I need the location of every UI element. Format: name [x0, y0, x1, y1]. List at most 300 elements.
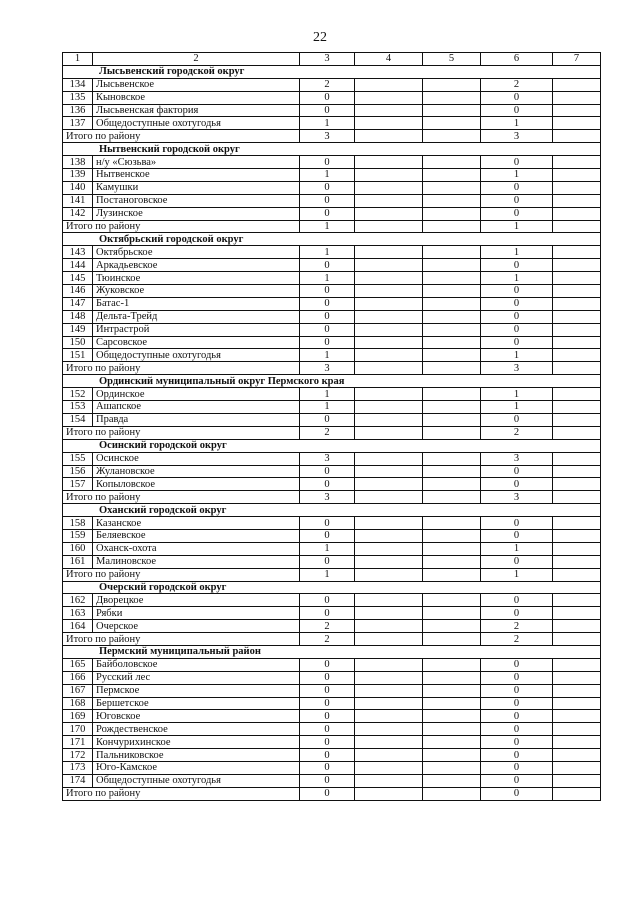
- row-col6-value: 0: [481, 259, 553, 272]
- row-name: Дельта-Трейд: [93, 310, 300, 323]
- row-col5-empty: [423, 452, 481, 465]
- table-row: [63, 620, 601, 633]
- row-number: 164: [63, 620, 93, 633]
- row-col3-value: 0: [300, 465, 355, 478]
- row-col3-value: 2: [300, 78, 355, 91]
- row-number: 153: [63, 401, 93, 414]
- row-col4-empty: [355, 194, 423, 207]
- row-name: Правда: [93, 413, 300, 426]
- total-label: Итого по району: [63, 491, 300, 504]
- table-row: [63, 104, 601, 117]
- row-col5-empty: [423, 91, 481, 104]
- section-header-row: [63, 581, 601, 594]
- total-col6-value: 2: [481, 426, 553, 439]
- row-col3-value: 0: [300, 684, 355, 697]
- row-col3-value: 0: [300, 529, 355, 542]
- row-col5-empty: [423, 607, 481, 620]
- row-col7-empty: [553, 529, 601, 542]
- row-col7-empty: [553, 697, 601, 710]
- row-number: 161: [63, 555, 93, 568]
- row-name: Лысьвенское: [93, 78, 300, 91]
- row-col5-empty: [423, 542, 481, 555]
- section-header-row: [63, 439, 601, 452]
- row-name: Тюинское: [93, 272, 300, 285]
- row-number: 157: [63, 478, 93, 491]
- row-name: Интрастрой: [93, 323, 300, 336]
- row-col3-value: 0: [300, 761, 355, 774]
- section-title: Очерский городской округ: [63, 581, 601, 594]
- row-col6-value: 1: [481, 349, 553, 362]
- row-name: Кыновское: [93, 91, 300, 104]
- column-header: 3: [300, 53, 355, 66]
- row-name: Постаноговское: [93, 194, 300, 207]
- row-col3-value: 1: [300, 272, 355, 285]
- total-col6-value: 3: [481, 362, 553, 375]
- row-col7-empty: [553, 194, 601, 207]
- table-row: [63, 285, 601, 298]
- table-row: [63, 465, 601, 478]
- total-col5-empty: [423, 362, 481, 375]
- row-col6-value: 2: [481, 620, 553, 633]
- row-col7-empty: [553, 323, 601, 336]
- row-col7-empty: [553, 207, 601, 220]
- row-col6-value: 0: [481, 156, 553, 169]
- row-col6-value: 0: [481, 478, 553, 491]
- table-row: [63, 684, 601, 697]
- row-col7-empty: [553, 710, 601, 723]
- total-col4-empty: [355, 130, 423, 143]
- row-col4-empty: [355, 259, 423, 272]
- row-col5-empty: [423, 104, 481, 117]
- row-name: Жуковское: [93, 285, 300, 298]
- total-col4-empty: [355, 220, 423, 233]
- section-header-row: [63, 233, 601, 246]
- row-col3-value: 2: [300, 620, 355, 633]
- row-col5-empty: [423, 156, 481, 169]
- row-number: 134: [63, 78, 93, 91]
- row-col7-empty: [553, 117, 601, 130]
- section-title: Осинский городской округ: [63, 439, 601, 452]
- row-name: Казанское: [93, 517, 300, 530]
- row-col5-empty: [423, 761, 481, 774]
- row-number: 143: [63, 246, 93, 259]
- total-col7-empty: [553, 220, 601, 233]
- row-col4-empty: [355, 91, 423, 104]
- row-number: 138: [63, 156, 93, 169]
- table-row: [63, 207, 601, 220]
- total-col7-empty: [553, 130, 601, 143]
- row-col4-empty: [355, 761, 423, 774]
- row-col7-empty: [553, 104, 601, 117]
- row-col6-value: 0: [481, 749, 553, 762]
- total-col3-value: 1: [300, 568, 355, 581]
- row-col4-empty: [355, 684, 423, 697]
- row-number: 173: [63, 761, 93, 774]
- row-col5-empty: [423, 388, 481, 401]
- column-header: 4: [355, 53, 423, 66]
- total-row: [63, 426, 601, 439]
- row-col4-empty: [355, 349, 423, 362]
- table-row: [63, 117, 601, 130]
- row-number: 159: [63, 529, 93, 542]
- row-col3-value: 0: [300, 749, 355, 762]
- total-row: [63, 787, 601, 800]
- row-col5-empty: [423, 529, 481, 542]
- row-col3-value: 0: [300, 285, 355, 298]
- row-number: 158: [63, 517, 93, 530]
- row-col5-empty: [423, 658, 481, 671]
- row-col7-empty: [553, 671, 601, 684]
- row-col7-empty: [553, 542, 601, 555]
- table-row: [63, 91, 601, 104]
- row-col4-empty: [355, 478, 423, 491]
- total-col5-empty: [423, 568, 481, 581]
- row-col4-empty: [355, 117, 423, 130]
- row-col4-empty: [355, 401, 423, 414]
- table-row: [63, 749, 601, 762]
- table-row: [63, 710, 601, 723]
- row-name: Бершетское: [93, 697, 300, 710]
- row-col7-empty: [553, 336, 601, 349]
- row-col4-empty: [355, 272, 423, 285]
- table-row: [63, 555, 601, 568]
- row-col7-empty: [553, 736, 601, 749]
- table-row: [63, 723, 601, 736]
- total-col4-empty: [355, 787, 423, 800]
- section-header-row: [63, 143, 601, 156]
- row-col4-empty: [355, 465, 423, 478]
- row-name: Оханск-охота: [93, 542, 300, 555]
- row-col4-empty: [355, 529, 423, 542]
- row-col6-value: 0: [481, 736, 553, 749]
- total-col3-value: 3: [300, 362, 355, 375]
- total-col3-value: 2: [300, 633, 355, 646]
- table-row: [63, 697, 601, 710]
- row-col7-empty: [553, 620, 601, 633]
- row-col4-empty: [355, 285, 423, 298]
- row-number: 151: [63, 349, 93, 362]
- row-col6-value: 0: [481, 91, 553, 104]
- total-col4-empty: [355, 491, 423, 504]
- section-header-row: [63, 504, 601, 517]
- row-col6-value: 2: [481, 78, 553, 91]
- row-col7-empty: [553, 594, 601, 607]
- total-col3-value: 3: [300, 491, 355, 504]
- table-row: [63, 401, 601, 414]
- row-number: 152: [63, 388, 93, 401]
- row-name: н/у «Сюзьва»: [93, 156, 300, 169]
- total-col5-empty: [423, 130, 481, 143]
- table-row: [63, 413, 601, 426]
- row-col6-value: 0: [481, 207, 553, 220]
- row-number: 136: [63, 104, 93, 117]
- row-col7-empty: [553, 91, 601, 104]
- row-number: 154: [63, 413, 93, 426]
- row-col3-value: 0: [300, 207, 355, 220]
- row-col3-value: 0: [300, 91, 355, 104]
- row-col4-empty: [355, 181, 423, 194]
- section-title: Пермский муниципальный район: [63, 645, 601, 658]
- row-col3-value: 1: [300, 169, 355, 182]
- row-number: 160: [63, 542, 93, 555]
- row-name: Сарсовское: [93, 336, 300, 349]
- row-col5-empty: [423, 401, 481, 414]
- row-col5-empty: [423, 620, 481, 633]
- row-name: Пальниковское: [93, 749, 300, 762]
- row-col4-empty: [355, 517, 423, 530]
- row-col3-value: 1: [300, 246, 355, 259]
- row-col5-empty: [423, 246, 481, 259]
- total-col3-value: 1: [300, 220, 355, 233]
- table-row: [63, 310, 601, 323]
- row-col6-value: 0: [481, 684, 553, 697]
- row-name: Малиновское: [93, 555, 300, 568]
- row-col7-empty: [553, 349, 601, 362]
- row-col3-value: 0: [300, 259, 355, 272]
- table-row: [63, 607, 601, 620]
- table-row: [63, 246, 601, 259]
- row-number: 155: [63, 452, 93, 465]
- table-row: [63, 658, 601, 671]
- row-col5-empty: [423, 272, 481, 285]
- row-name: Общедоступные охотугодья: [93, 774, 300, 787]
- row-number: 169: [63, 710, 93, 723]
- row-number: 172: [63, 749, 93, 762]
- row-col3-value: 0: [300, 555, 355, 568]
- row-col6-value: 0: [481, 323, 553, 336]
- row-col6-value: 0: [481, 697, 553, 710]
- total-col7-empty: [553, 787, 601, 800]
- row-col6-value: 0: [481, 774, 553, 787]
- row-col4-empty: [355, 542, 423, 555]
- row-col4-empty: [355, 671, 423, 684]
- table-row: [63, 671, 601, 684]
- row-col7-empty: [553, 388, 601, 401]
- row-col3-value: 1: [300, 117, 355, 130]
- row-col6-value: 1: [481, 246, 553, 259]
- total-row: [63, 568, 601, 581]
- row-col3-value: 1: [300, 388, 355, 401]
- row-col3-value: 0: [300, 310, 355, 323]
- row-col5-empty: [423, 478, 481, 491]
- row-name: Батас-1: [93, 297, 300, 310]
- row-col3-value: 0: [300, 658, 355, 671]
- total-col5-empty: [423, 633, 481, 646]
- row-col3-value: 0: [300, 336, 355, 349]
- total-label: Итого по району: [63, 633, 300, 646]
- row-col3-value: 0: [300, 594, 355, 607]
- section-header-row: [63, 645, 601, 658]
- row-col3-value: 0: [300, 736, 355, 749]
- row-col5-empty: [423, 684, 481, 697]
- total-label: Итого по району: [63, 362, 300, 375]
- row-col6-value: 1: [481, 542, 553, 555]
- row-col5-empty: [423, 207, 481, 220]
- row-number: 163: [63, 607, 93, 620]
- row-col5-empty: [423, 336, 481, 349]
- row-col4-empty: [355, 774, 423, 787]
- row-col5-empty: [423, 117, 481, 130]
- row-col4-empty: [355, 452, 423, 465]
- row-col4-empty: [355, 156, 423, 169]
- table-row: [63, 181, 601, 194]
- table-row: [63, 194, 601, 207]
- row-col7-empty: [553, 272, 601, 285]
- row-name: Нытвенское: [93, 169, 300, 182]
- row-col5-empty: [423, 723, 481, 736]
- row-name: Ашапское: [93, 401, 300, 414]
- row-number: 149: [63, 323, 93, 336]
- table-row: [63, 388, 601, 401]
- row-col4-empty: [355, 310, 423, 323]
- table-row: [63, 542, 601, 555]
- row-col6-value: 0: [481, 413, 553, 426]
- total-col7-empty: [553, 568, 601, 581]
- row-name: Рождественское: [93, 723, 300, 736]
- row-col4-empty: [355, 78, 423, 91]
- row-col7-empty: [553, 297, 601, 310]
- row-col4-empty: [355, 246, 423, 259]
- row-number: 166: [63, 671, 93, 684]
- row-col5-empty: [423, 774, 481, 787]
- row-col7-empty: [553, 774, 601, 787]
- total-col5-empty: [423, 220, 481, 233]
- row-col3-value: 0: [300, 774, 355, 787]
- row-number: 146: [63, 285, 93, 298]
- row-col6-value: 0: [481, 555, 553, 568]
- row-col5-empty: [423, 517, 481, 530]
- row-number: 174: [63, 774, 93, 787]
- table-row: [63, 349, 601, 362]
- row-col3-value: 0: [300, 517, 355, 530]
- row-col7-empty: [553, 78, 601, 91]
- row-col3-value: 0: [300, 194, 355, 207]
- total-row: [63, 633, 601, 646]
- row-col3-value: 0: [300, 104, 355, 117]
- total-col6-value: 2: [481, 633, 553, 646]
- row-col5-empty: [423, 285, 481, 298]
- row-name: Пермское: [93, 684, 300, 697]
- total-row: [63, 130, 601, 143]
- row-col7-empty: [553, 684, 601, 697]
- row-name: Октябрьское: [93, 246, 300, 259]
- table-row: [63, 259, 601, 272]
- row-col3-value: 0: [300, 181, 355, 194]
- row-col6-value: 3: [481, 452, 553, 465]
- row-name: Байболовское: [93, 658, 300, 671]
- row-number: 140: [63, 181, 93, 194]
- row-col6-value: 0: [481, 104, 553, 117]
- row-col4-empty: [355, 736, 423, 749]
- row-col6-value: 0: [481, 671, 553, 684]
- row-col7-empty: [553, 478, 601, 491]
- row-col6-value: 0: [481, 297, 553, 310]
- row-col3-value: 1: [300, 349, 355, 362]
- row-col4-empty: [355, 555, 423, 568]
- row-number: 162: [63, 594, 93, 607]
- row-number: 145: [63, 272, 93, 285]
- row-number: 144: [63, 259, 93, 272]
- row-col5-empty: [423, 465, 481, 478]
- section-title: Нытвенский городской округ: [63, 143, 601, 156]
- row-col7-empty: [553, 169, 601, 182]
- total-col5-empty: [423, 787, 481, 800]
- row-col5-empty: [423, 749, 481, 762]
- total-label: Итого по району: [63, 426, 300, 439]
- row-number: 148: [63, 310, 93, 323]
- total-col4-empty: [355, 633, 423, 646]
- table-row: [63, 774, 601, 787]
- table-row: [63, 297, 601, 310]
- table-row: [63, 323, 601, 336]
- row-number: 150: [63, 336, 93, 349]
- table-row: [63, 736, 601, 749]
- row-col6-value: 0: [481, 285, 553, 298]
- row-col6-value: 0: [481, 594, 553, 607]
- row-col5-empty: [423, 349, 481, 362]
- row-col5-empty: [423, 671, 481, 684]
- row-col7-empty: [553, 761, 601, 774]
- row-col4-empty: [355, 620, 423, 633]
- row-col6-value: 0: [481, 181, 553, 194]
- row-number: 168: [63, 697, 93, 710]
- row-name: Общедоступные охотугодья: [93, 117, 300, 130]
- row-col5-empty: [423, 710, 481, 723]
- row-number: 156: [63, 465, 93, 478]
- row-col4-empty: [355, 336, 423, 349]
- row-col4-empty: [355, 658, 423, 671]
- total-col4-empty: [355, 568, 423, 581]
- row-name: Рябки: [93, 607, 300, 620]
- row-col7-empty: [553, 723, 601, 736]
- total-col7-empty: [553, 633, 601, 646]
- row-name: Юговское: [93, 710, 300, 723]
- row-name: Кончурихинское: [93, 736, 300, 749]
- table-body: [63, 53, 601, 801]
- row-col3-value: 0: [300, 710, 355, 723]
- row-number: 141: [63, 194, 93, 207]
- table-row: [63, 529, 601, 542]
- row-col4-empty: [355, 697, 423, 710]
- section-title: Лысьвенский городской округ: [63, 65, 601, 78]
- row-number: 167: [63, 684, 93, 697]
- row-col3-value: 1: [300, 542, 355, 555]
- row-number: 135: [63, 91, 93, 104]
- row-col3-value: 3: [300, 452, 355, 465]
- row-col5-empty: [423, 413, 481, 426]
- row-col5-empty: [423, 194, 481, 207]
- row-name: Юго-Камское: [93, 761, 300, 774]
- row-col7-empty: [553, 452, 601, 465]
- row-col4-empty: [355, 104, 423, 117]
- total-col3-value: 2: [300, 426, 355, 439]
- row-col6-value: 0: [481, 607, 553, 620]
- column-header: 2: [93, 53, 300, 66]
- section-title: Оханский городской округ: [63, 504, 601, 517]
- table-row: [63, 517, 601, 530]
- table-row: [63, 78, 601, 91]
- row-col5-empty: [423, 555, 481, 568]
- row-name: Ординское: [93, 388, 300, 401]
- row-name: Общедоступные охотугодья: [93, 349, 300, 362]
- total-col5-empty: [423, 491, 481, 504]
- row-name: Русский лес: [93, 671, 300, 684]
- row-name: Аркадьевское: [93, 259, 300, 272]
- row-name: Очерское: [93, 620, 300, 633]
- row-col5-empty: [423, 169, 481, 182]
- section-title: Ординский муниципальный округ Пермского края: [63, 375, 601, 388]
- row-col7-empty: [553, 749, 601, 762]
